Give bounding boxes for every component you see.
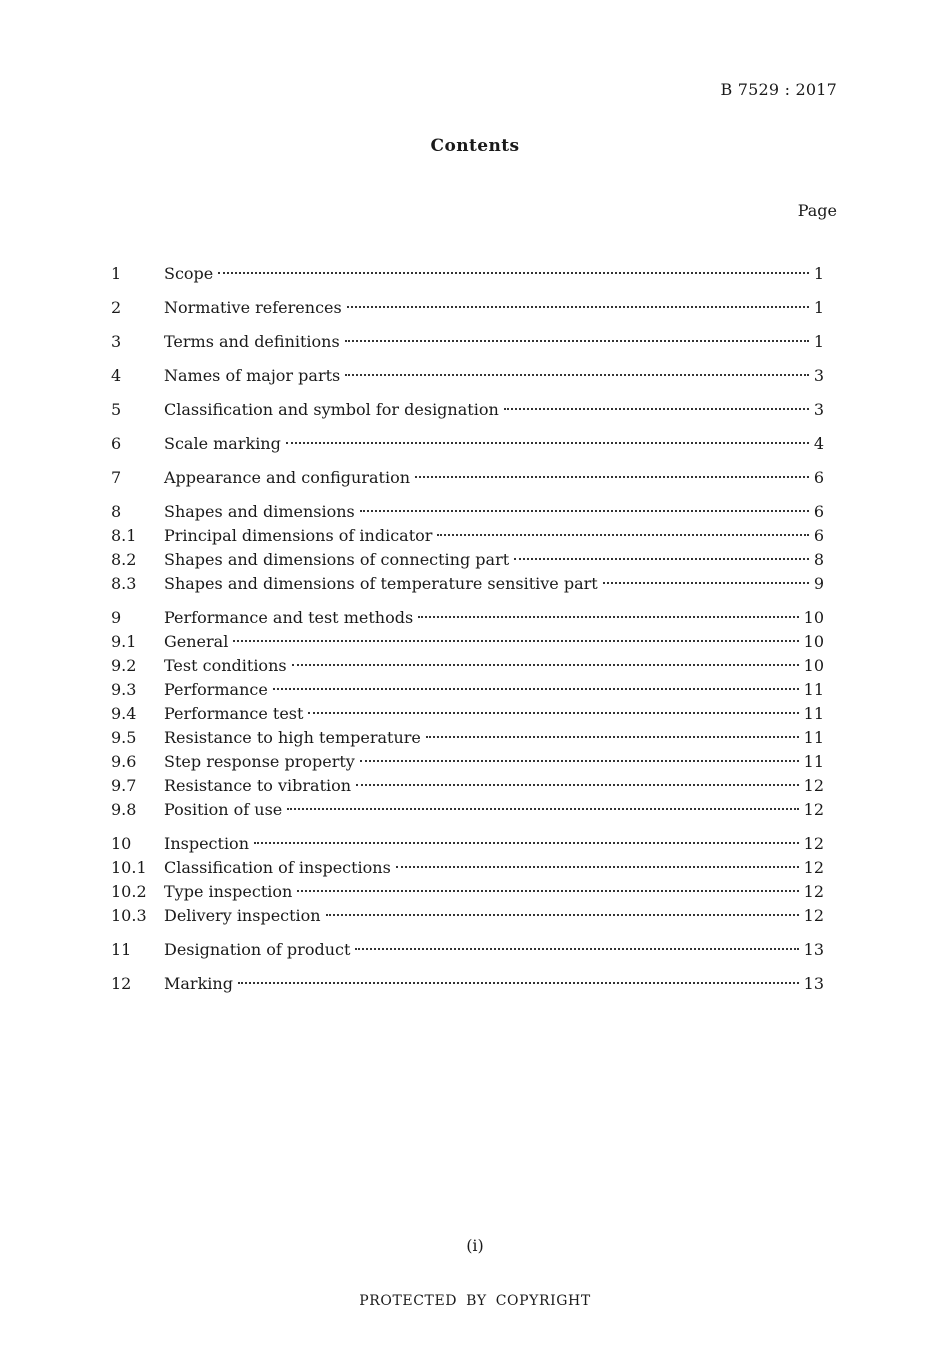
toc-dot-leader [437, 533, 808, 536]
toc-entry-number: 10.2 [111, 882, 147, 901]
toc-entry-title: Performance and test methods [164, 608, 414, 627]
toc-entry-page: 6 [813, 502, 824, 521]
toc-dot-leader [514, 557, 809, 560]
toc-dot-leader [326, 913, 799, 916]
toc-dot-leader [418, 615, 798, 618]
toc-dot-leader [218, 271, 809, 274]
toc-entry-title: Terms and definitions [164, 332, 340, 351]
toc-entry-number: 9.1 [111, 632, 137, 651]
toc-entry[interactable] [111, 904, 824, 928]
toc-group [111, 972, 824, 996]
toc-entry-title: Classification of inspections [164, 858, 391, 877]
toc-entry[interactable] [111, 750, 824, 774]
toc-dot-leader [345, 373, 809, 376]
toc-entry-number: 10.3 [111, 906, 147, 925]
toc-dot-leader [360, 509, 809, 512]
toc-entry-page: 6 [813, 526, 824, 545]
toc-group [111, 262, 824, 286]
toc-entry-title: Scope [164, 264, 214, 283]
toc-entry[interactable] [111, 880, 824, 904]
toc-entry[interactable] [111, 702, 824, 726]
toc-entry-title: Inspection [164, 834, 249, 853]
toc-dot-leader [356, 783, 799, 786]
toc-entry-title: Resistance to high temperature [164, 728, 421, 747]
toc-entry-number: 9.5 [111, 728, 137, 747]
toc-entry[interactable] [111, 262, 824, 286]
toc-entry-number: 7 [111, 468, 122, 487]
toc-group [111, 466, 824, 490]
toc-entry-number: 8.3 [111, 574, 137, 593]
toc-entry-page: 12 [803, 858, 824, 877]
page-title: Contents [430, 136, 520, 156]
toc-entry-number: 9.3 [111, 680, 137, 699]
toc-entry-number: 9.4 [111, 704, 137, 723]
toc-entry-number: 9 [111, 608, 122, 627]
toc-dot-leader [292, 663, 799, 666]
toc-entry-number: 8.1 [111, 526, 137, 545]
toc-entry-number: 10.1 [111, 858, 147, 877]
toc-entry-page: 12 [803, 906, 824, 925]
toc-entry-title: Classification and symbol for designation [164, 400, 499, 419]
toc-entry-number: 11 [111, 940, 132, 959]
toc-dot-leader [415, 475, 809, 478]
toc-entry-title: Position of use [164, 800, 283, 819]
toc-entry[interactable] [111, 774, 824, 798]
toc-entry-page: 11 [803, 704, 824, 723]
toc-entry-page: 12 [803, 882, 824, 901]
toc-entry[interactable] [111, 330, 824, 354]
toc-entry-page: 8 [813, 550, 824, 569]
toc-entry[interactable] [111, 296, 824, 320]
toc-entry-page: 1 [813, 332, 824, 351]
toc-entry-title: Delivery inspection [164, 906, 321, 925]
toc-entry-page: 10 [803, 608, 824, 627]
toc-entry-title: Shapes and dimensions of connecting part [164, 550, 510, 569]
toc-entry-page: 13 [803, 974, 824, 993]
toc-dot-leader [233, 639, 798, 642]
toc-group [111, 364, 824, 388]
toc-entry-page: 11 [803, 752, 824, 771]
toc-entry-title: Performance [164, 680, 268, 699]
toc-entry-title: Type inspection [164, 882, 293, 901]
toc-entry-number: 1 [111, 264, 122, 283]
toc-entry-title: Normative references [164, 298, 342, 317]
toc-entry-number: 2 [111, 298, 122, 317]
toc-entry-page: 11 [803, 680, 824, 699]
toc-dot-leader [254, 841, 799, 844]
toc-entry-page: 1 [813, 298, 824, 317]
toc-entry-number: 9.6 [111, 752, 137, 771]
standard-code: B 7529 : 2017 [720, 80, 837, 99]
toc-entry[interactable] [111, 856, 824, 880]
toc-group [111, 330, 824, 354]
toc-entry-page: 10 [803, 632, 824, 651]
toc-entry-title: Resistance to vibration [164, 776, 352, 795]
toc-entry-page: 3 [813, 366, 824, 385]
toc-group [111, 606, 824, 822]
toc-entry[interactable] [111, 466, 824, 490]
toc-dot-leader [297, 889, 798, 892]
toc-dot-leader [286, 441, 809, 444]
toc-entry[interactable] [111, 398, 824, 422]
toc-group [111, 832, 824, 928]
toc-entry-number: 12 [111, 974, 132, 993]
toc-entry[interactable] [111, 798, 824, 822]
toc-entry-number: 9.2 [111, 656, 137, 675]
toc-entry[interactable] [111, 938, 824, 962]
page-number: (i) [466, 1236, 484, 1255]
toc-entry-page: 6 [813, 468, 824, 487]
toc-entry[interactable] [111, 726, 824, 750]
toc-entry-title: Principal dimensions of indicator [164, 526, 433, 545]
toc-entry-title: Appearance and configuration [164, 468, 411, 487]
toc-entry-number: 8.2 [111, 550, 137, 569]
table-of-contents [111, 262, 824, 1006]
toc-group [111, 432, 824, 456]
toc-entry[interactable] [111, 678, 824, 702]
toc-entry-page: 12 [803, 800, 824, 819]
toc-entry[interactable] [111, 500, 824, 524]
toc-dot-leader [287, 807, 798, 810]
toc-dot-leader [238, 981, 799, 984]
toc-entry-page: 12 [803, 834, 824, 853]
toc-entry[interactable] [111, 432, 824, 456]
toc-dot-leader [360, 759, 799, 762]
toc-dot-leader [347, 305, 809, 308]
toc-entry-number: 10 [111, 834, 132, 853]
toc-dot-leader [308, 711, 798, 714]
toc-entry-title: Marking [164, 974, 233, 993]
toc-entry-number: 6 [111, 434, 122, 453]
toc-entry[interactable] [111, 606, 824, 630]
toc-entry-title: Shapes and dimensions of temperature sensitive part [164, 574, 598, 593]
toc-entry-title: Step response property [164, 752, 355, 771]
toc-dot-leader [426, 735, 799, 738]
toc-entry-page: 13 [803, 940, 824, 959]
toc-entry-title: Names of major parts [164, 366, 341, 385]
toc-group [111, 398, 824, 422]
toc-entry[interactable] [111, 548, 824, 572]
toc-entry-number: 3 [111, 332, 122, 351]
toc-entry-title: Scale marking [164, 434, 281, 453]
toc-dot-leader [504, 407, 809, 410]
toc-entry-page: 12 [803, 776, 824, 795]
toc-entry-title: Test conditions [164, 656, 287, 675]
toc-entry-number: 9.8 [111, 800, 137, 819]
toc-entry-title: Performance test [164, 704, 304, 723]
toc-entry-title: General [164, 632, 229, 651]
toc-group [111, 500, 824, 596]
toc-entry-number: 4 [111, 366, 122, 385]
toc-entry-page: 10 [803, 656, 824, 675]
toc-entry-number: 5 [111, 400, 122, 419]
toc-entry[interactable] [111, 524, 824, 548]
toc-entry-page: 9 [813, 574, 824, 593]
toc-entry-number: 8 [111, 502, 122, 521]
toc-entry-title: Designation of product [164, 940, 351, 959]
toc-entry-page: 1 [813, 264, 824, 283]
toc-dot-leader [355, 947, 798, 950]
toc-entry[interactable] [111, 654, 824, 678]
copyright-notice: PROTECTED BY COPYRIGHT [359, 1293, 591, 1309]
toc-dot-leader [273, 687, 799, 690]
toc-group [111, 938, 824, 962]
toc-entry-page: 11 [803, 728, 824, 747]
toc-dot-leader [603, 581, 809, 584]
page-column-label: Page [797, 201, 837, 220]
toc-entry[interactable] [111, 572, 824, 596]
toc-entry[interactable] [111, 832, 824, 856]
toc-dot-leader [345, 339, 809, 342]
toc-entry[interactable] [111, 630, 824, 654]
toc-entry[interactable] [111, 364, 824, 388]
toc-entry-page: 4 [813, 434, 824, 453]
toc-dot-leader [396, 865, 799, 868]
toc-entry-number: 9.7 [111, 776, 137, 795]
toc-entry-title: Shapes and dimensions [164, 502, 355, 521]
toc-entry[interactable] [111, 972, 824, 996]
toc-group [111, 296, 824, 320]
toc-entry-page: 3 [813, 400, 824, 419]
